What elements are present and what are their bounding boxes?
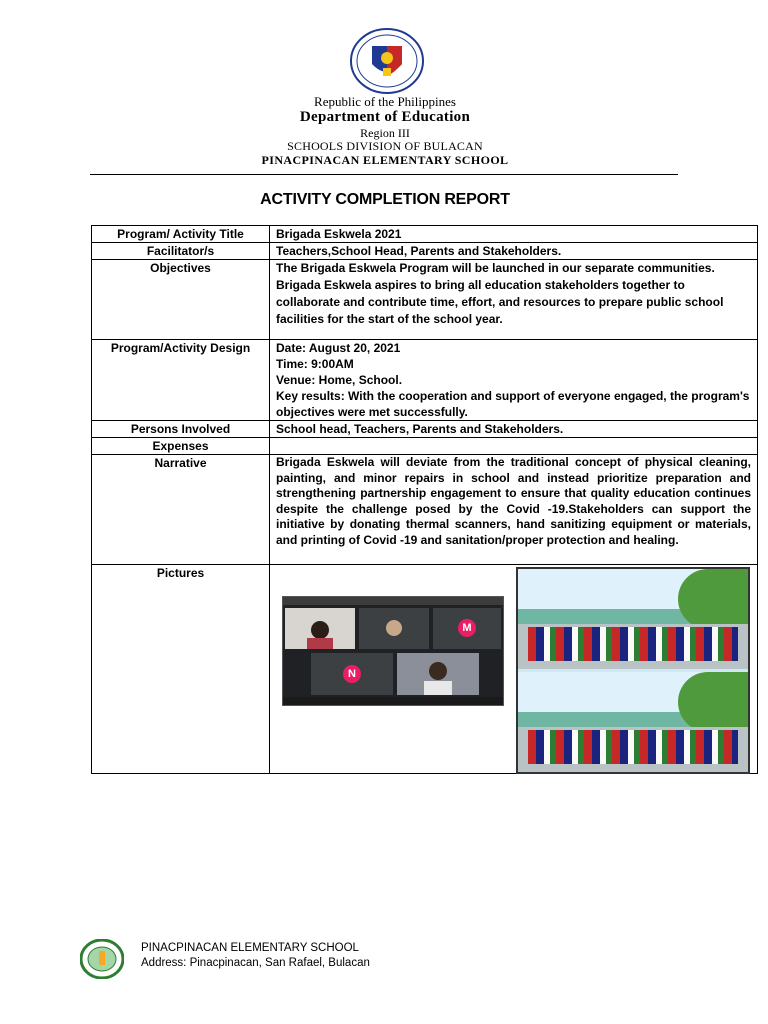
row-label: Program/Activity Design bbox=[92, 340, 270, 421]
row-label: Pictures bbox=[92, 565, 270, 774]
table-row bbox=[92, 340, 758, 421]
header-department: Department of Education bbox=[299, 109, 471, 125]
header-republic: Republic of the Philippines bbox=[314, 94, 456, 109]
avatar: M bbox=[458, 619, 476, 637]
design-time: Time: 9:00AM bbox=[276, 357, 354, 371]
row-value: The Brigada Eskwela Program will be launched in our separate communities. Brigada Eskwela aspires to bring all education stakeholders together to collaborate and contribute time, effort, and resources to prepare public school facilities for the start of the school year. bbox=[270, 260, 758, 340]
header-divider bbox=[90, 174, 678, 175]
table-row bbox=[92, 421, 758, 438]
participant-tile bbox=[359, 608, 429, 649]
participant-tile bbox=[433, 608, 501, 649]
table-row bbox=[92, 565, 758, 774]
row-label: Narrative bbox=[92, 455, 270, 565]
row-label: Expenses bbox=[92, 438, 270, 455]
design-date: Date: August 20, 2021 bbox=[276, 341, 401, 355]
table-row bbox=[92, 455, 758, 565]
report-title: ACTIVITY COMPLETION REPORT bbox=[260, 191, 510, 208]
participant-photo-icon bbox=[359, 608, 429, 649]
row-value: School head, Teachers, Parents and Stakeholders. bbox=[270, 421, 758, 438]
group-photo bbox=[518, 672, 748, 772]
table-row bbox=[92, 438, 758, 455]
row-value bbox=[270, 340, 758, 421]
report-table bbox=[91, 225, 758, 774]
footer-school-name: PINACPINACAN ELEMENTARY SCHOOL bbox=[141, 942, 359, 954]
row-value: Teachers,School Head, Parents and Stakeholders. bbox=[270, 243, 758, 260]
row-value: Brigada Eskwela will deviate from the traditional concept of physical cleaning, painting, and minor repairs in school and instead prioritize preparation and strengthening partnership engagement to ensure that quality education continues despite the challenge posed by the Covid -19.Stakeholders can support the initiative by donating thermal scanners, hand sanitizing equipment or materials, and printing of Covid -19 and sanitation/proper protection and healing. bbox=[270, 455, 758, 565]
deped-seal-icon bbox=[350, 28, 424, 94]
group-photo bbox=[518, 569, 748, 669]
design-key-results: Key results: With the cooperation and support of everyone engaged, the program's objectives were met successfully. bbox=[276, 389, 750, 419]
avatar: N bbox=[343, 665, 361, 683]
table-row bbox=[92, 243, 758, 260]
school-seal-icon bbox=[80, 939, 124, 979]
pictures-cell bbox=[270, 565, 758, 774]
participant-photo-icon bbox=[285, 608, 355, 649]
design-venue: Venue: Home, School. bbox=[276, 373, 403, 387]
pictures-area bbox=[270, 565, 757, 773]
participant-tile bbox=[311, 653, 393, 695]
row-label: Program/ Activity Title bbox=[92, 226, 270, 243]
footer bbox=[141, 941, 370, 971]
row-label: Persons Involved bbox=[92, 421, 270, 438]
header-school: PINACPINACAN ELEMENTARY SCHOOL bbox=[261, 153, 509, 167]
row-value bbox=[270, 438, 758, 455]
row-label: Facilitator/s bbox=[92, 243, 270, 260]
header-region: Region III bbox=[360, 126, 410, 140]
participant-photo-icon bbox=[397, 653, 479, 695]
header-division: SCHOOLS DIVISION OF BULACAN bbox=[287, 139, 483, 153]
row-value: Brigada Eskwela 2021 bbox=[270, 226, 758, 243]
table-row bbox=[92, 226, 758, 243]
participant-tile bbox=[285, 608, 355, 649]
group-photo-collage bbox=[516, 567, 750, 774]
video-meeting-screenshot bbox=[282, 596, 504, 706]
footer-address: Address: Pinacpinacan, San Rafael, Bulacan bbox=[141, 957, 370, 969]
row-label: Objectives bbox=[92, 260, 270, 340]
participant-tile bbox=[397, 653, 479, 695]
table-row bbox=[92, 260, 758, 340]
